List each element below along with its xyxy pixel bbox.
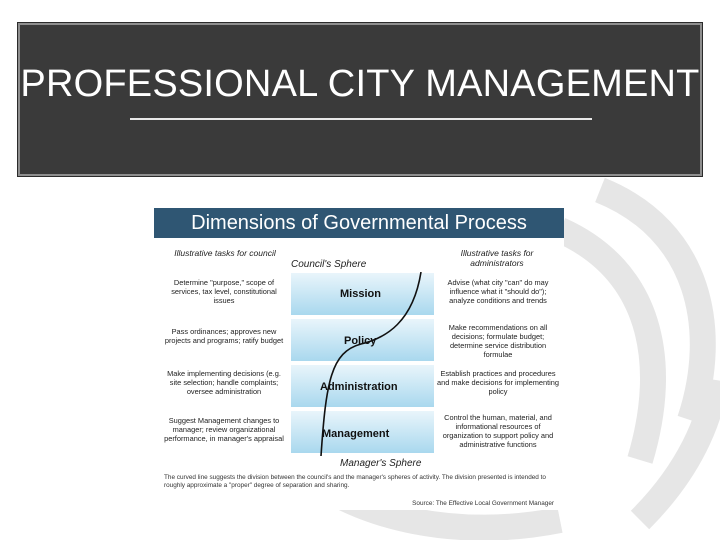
admin-task-management: Control the human, material, and informational resources of organization to support policy and administrative functions <box>442 413 554 449</box>
figure-source: Source: The Effective Local Government Manager <box>412 500 554 507</box>
band-label-management: Management <box>322 428 390 440</box>
council-sphere-label: Council's Sphere <box>291 259 367 270</box>
admin-task-policy: Make recommendations on all decisions; formulate budget; determine service distribution formulae <box>448 323 548 359</box>
council-task-policy: Pass ordinances; approves new projects and programs; ratify budget <box>164 327 284 345</box>
council-task-mission: Determine "purpose," scope of services, tax level, constitutional issues <box>171 278 277 305</box>
band-label-mission: Mission <box>340 288 381 300</box>
council-column-head: Illustrative tasks for council <box>174 248 276 258</box>
administrator-column-head: Illustrative tasks for administrators <box>460 248 534 268</box>
band-label-policy: Policy <box>344 335 377 347</box>
manager-sphere-label: Manager's Sphere <box>340 458 422 469</box>
council-task-administration: Make implementing decisions (e.g. site selection; handle complaints; oversee administration <box>167 369 281 396</box>
slide-title: PROFESSIONAL CITY MANAGEMENT <box>20 63 700 105</box>
title-underline <box>130 118 592 120</box>
figure-header: Dimensions of Governmental Process <box>154 208 564 238</box>
title-box <box>18 23 702 176</box>
figure-footnote: The curved line suggests the division between the council's and the manager's spheres of activity. The division presented is intended to roughly approximate a "proper" degree of separation and sharing. <box>164 474 546 489</box>
dimensions-figure <box>154 208 564 510</box>
council-task-management: Suggest Management changes to manager; review organizational performance, in manager's appraisal <box>164 416 284 443</box>
admin-task-administration: Establish practices and procedures and make decisions for implementing policy <box>437 369 560 396</box>
admin-task-mission: Advise (what city "can" do may influence what it "should do"); analyze conditions and trends <box>447 278 549 305</box>
band-label-administration: Administration <box>320 381 398 393</box>
